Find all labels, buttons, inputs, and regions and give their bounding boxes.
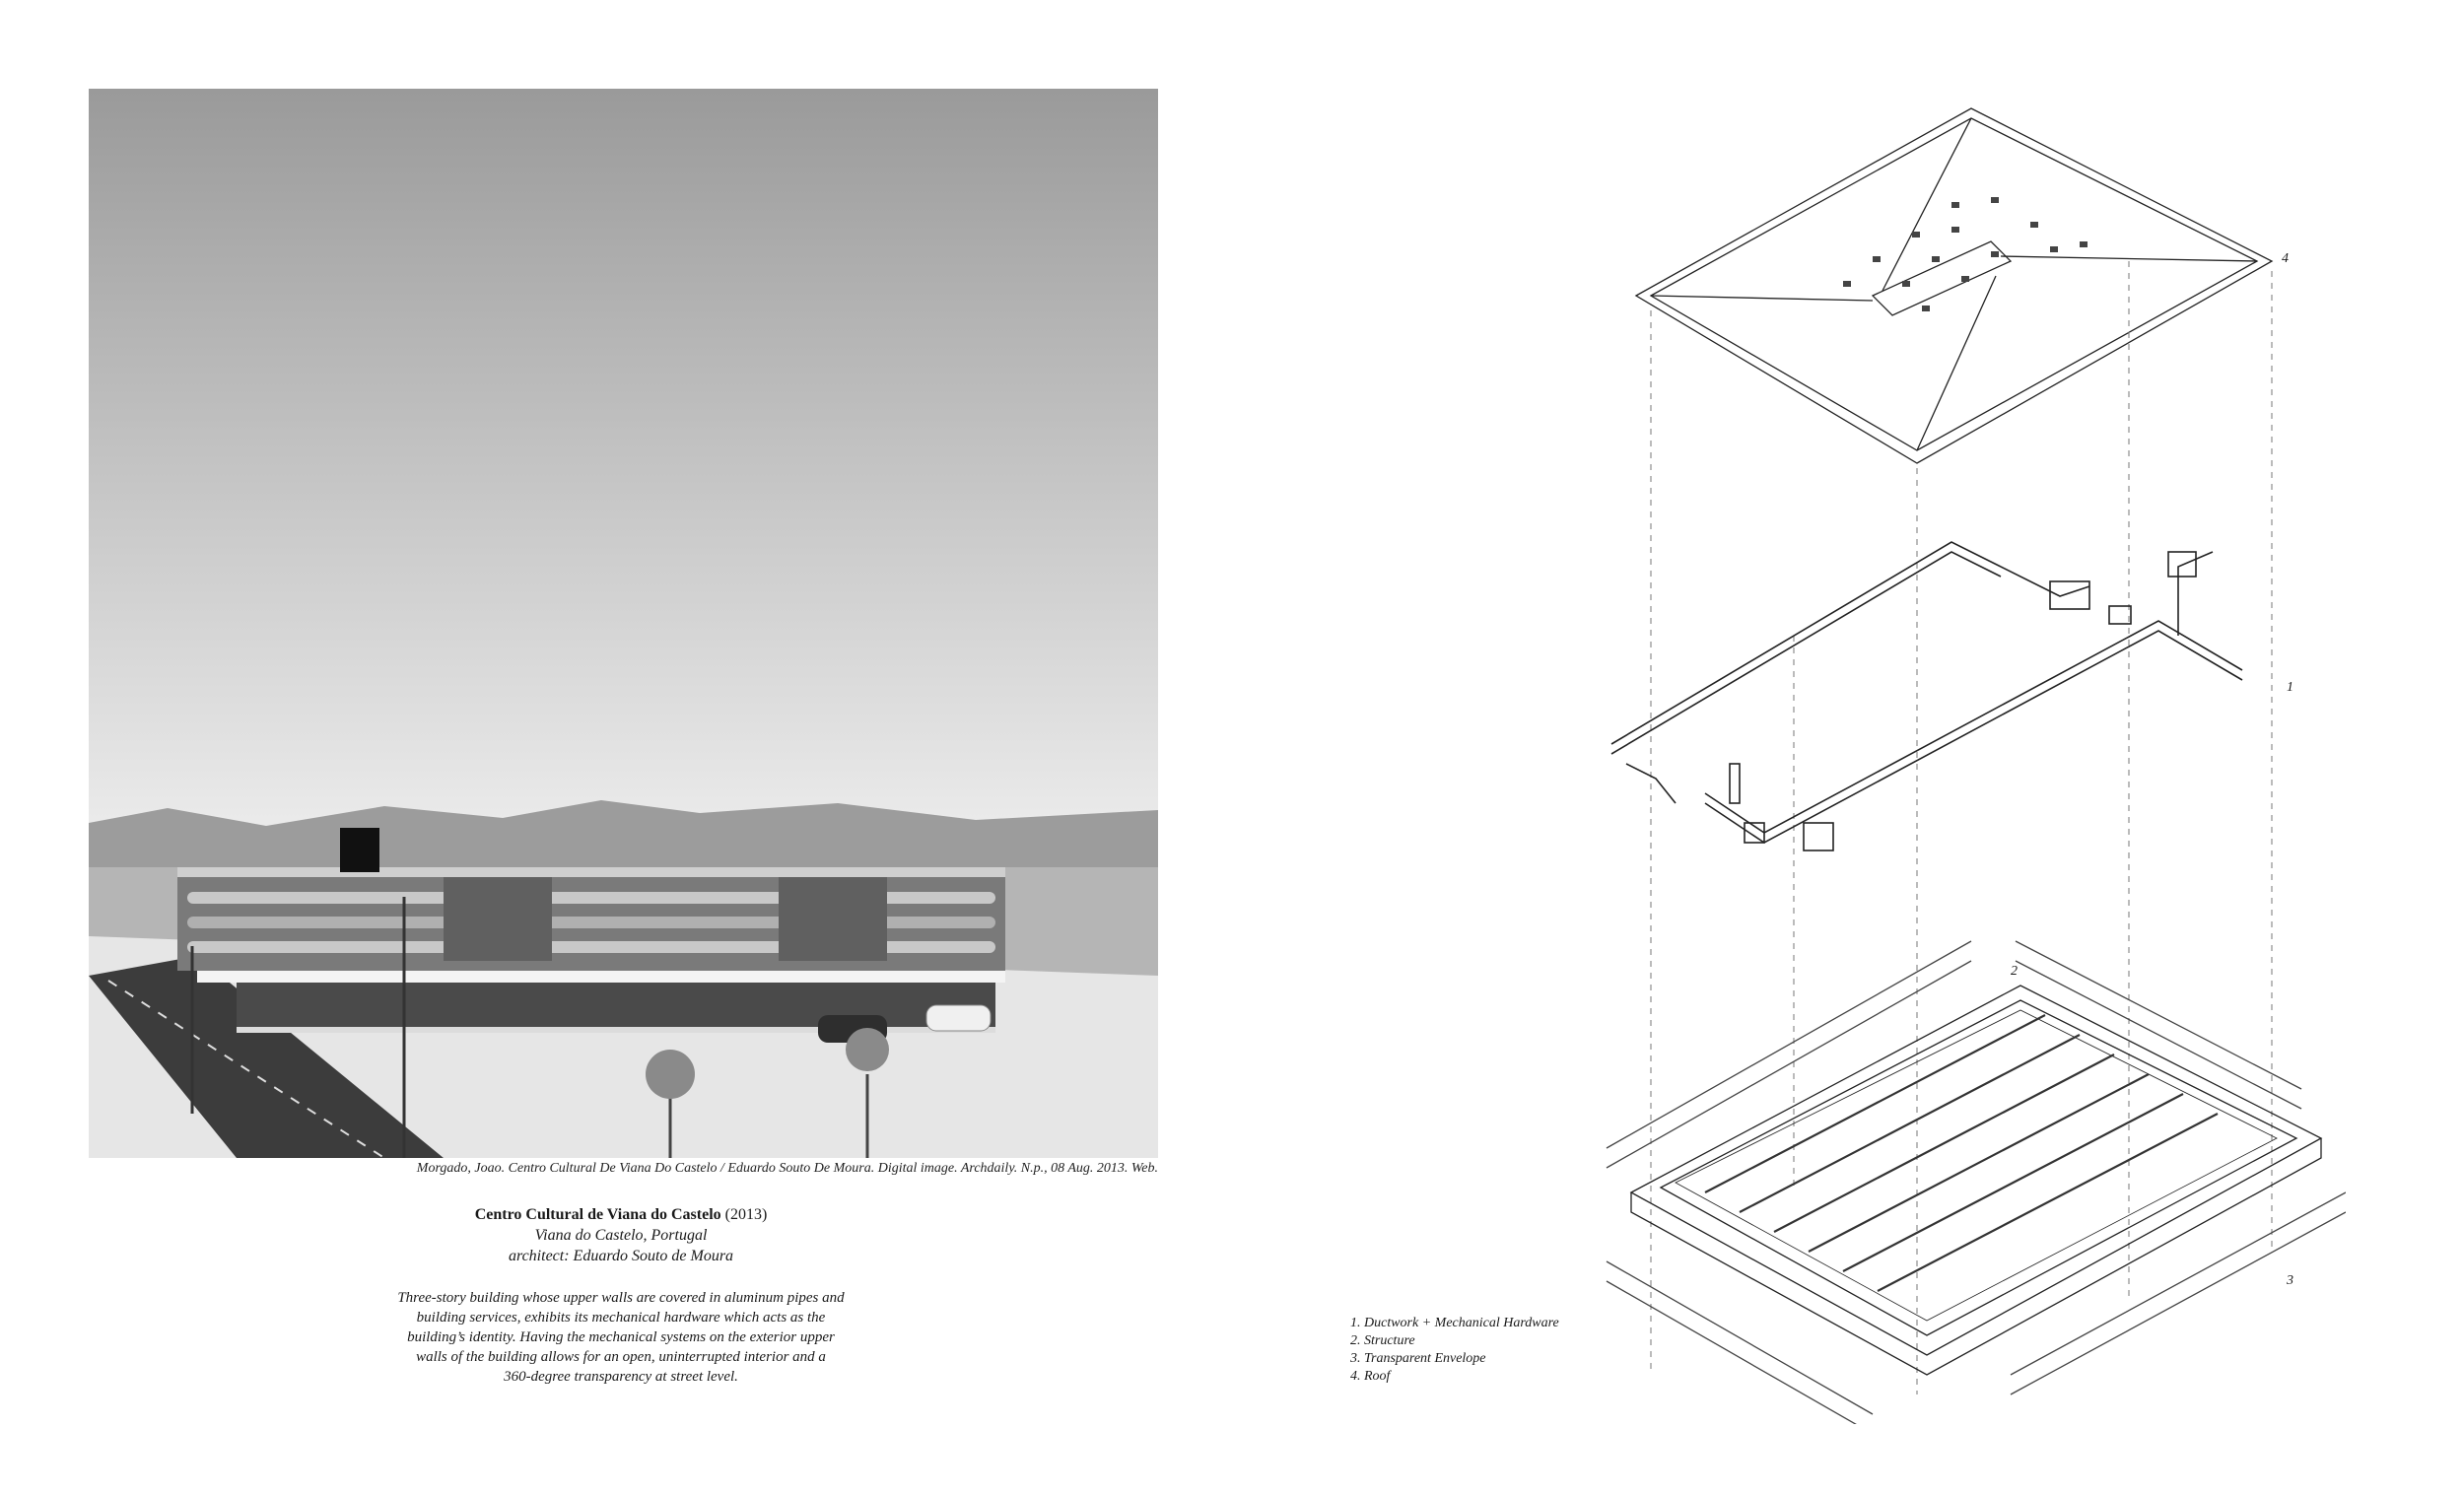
legend-item: 1. Ductwork + Mechanical Hardware bbox=[1350, 1316, 1559, 1330]
legend-item: 4. Roof bbox=[1350, 1369, 1391, 1384]
legend-item: 2. Structure bbox=[1350, 1333, 1415, 1348]
legend-item: 3. Transparent Envelope bbox=[1350, 1351, 1486, 1366]
roof-layer bbox=[1636, 108, 2272, 463]
exploded-axonometric-diagram bbox=[1538, 84, 2346, 1424]
caption bbox=[325, 1204, 917, 1387]
caption-title: Centro Cultural de Viana do Castelo bbox=[474, 1206, 721, 1223]
diagram-label-structure: 2 bbox=[2011, 964, 2018, 979]
description-line: Three-story building whose upper walls are covered in aluminum pipes and bbox=[397, 1290, 845, 1306]
caption-title-line bbox=[325, 1204, 917, 1225]
caption-year: (2013) bbox=[720, 1206, 768, 1223]
diagram-label-envelope: 3 bbox=[2287, 1273, 2293, 1288]
building-photo bbox=[89, 89, 1158, 1158]
description-line: building’s identity. Having the mechanical systems on the exterior upper bbox=[407, 1329, 835, 1345]
description-line: walls of the building allows for an open, uninterrupted interior and a bbox=[416, 1349, 826, 1365]
caption-description bbox=[325, 1288, 917, 1387]
ductwork-layer bbox=[1611, 542, 2242, 850]
structure-layer bbox=[1631, 986, 2321, 1375]
caption-location: Viana do Castelo, Portugal bbox=[534, 1227, 708, 1244]
diagram-label-roof: 4 bbox=[2282, 251, 2289, 266]
envelope-fins bbox=[1607, 941, 2346, 1424]
caption-architect: architect: Eduardo Souto de Moura bbox=[508, 1248, 734, 1264]
description-line: building services, exhibits its mechanical hardware which acts as the bbox=[416, 1310, 826, 1326]
diagram-label-ductwork: 1 bbox=[2287, 680, 2293, 695]
diagram-legend bbox=[1350, 1315, 1559, 1386]
photo-credit: Morgado, Joao. Centro Cultural De Viana Do Castelo / Eduardo Souto De Moura. Digital image. Archdaily. N.p., 08 Aug. 2013. Web. bbox=[416, 1161, 1158, 1176]
description-line: 360-degree transparency at street level. bbox=[504, 1369, 738, 1385]
